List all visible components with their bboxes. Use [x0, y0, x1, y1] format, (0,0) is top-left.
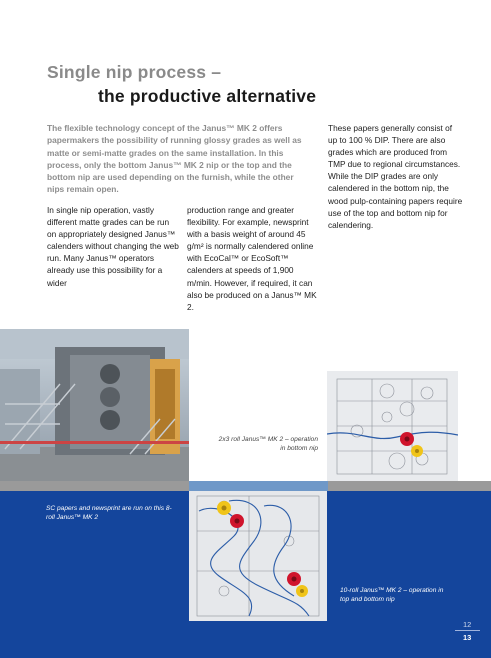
- page-number-divider: [455, 630, 480, 631]
- body-column-3: These papers generally consist of up to 100 % DIP. There are also grades which are produced from TMP due to regional circumstances. While the DIP grades are only calendered in the bottom nip, the wood pulp-containing papers require use of the top and bottom nip for calendering.: [328, 123, 463, 230]
- intro-paragraph: The flexible technology concept of the Janus™ MK 2 offers papermakers the possibility of running glossy grades as well as matte or semi-matte grades on the same installation. In this process, only the bottom Janus™ MK 2 nip or the top and the bottom nip are used depending on the furnish, while the other nips remain open.: [47, 123, 302, 195]
- body-column-2: production range and greater flexibility. For example, newsprint with a basis weight of around 45 g/m² is normally calendered online with EcoCal™ or EcoSoft™ calenders at speeds of 1,900 m/min. However, if required, it can also be produced on a Janus™ MK 2.: [187, 205, 317, 312]
- light-blue-divider-bar: [189, 481, 328, 491]
- diagram-2x3-roll: [327, 371, 458, 481]
- diagram-10-roll: [189, 491, 327, 621]
- caption-2x3-roll: 2x3 roll Janus™ MK 2 – operation in bottom nip: [218, 436, 318, 452]
- calender-installation-photo: [0, 329, 189, 481]
- caption-10-roll: 10-roll Janus™ MK 2 – operation in top and bottom nip: [340, 587, 444, 603]
- body-column-1: In single nip operation, vastly different matte grades can be run on appropriately designed Janus™ calenders without changing the web run. Many Janus™ operators already use this possibility for a wider: [47, 205, 179, 288]
- heading-line-1: Single nip process –: [47, 62, 222, 82]
- page-number-right: 13: [463, 633, 472, 642]
- page-number-left: 12: [463, 620, 472, 629]
- caption-8-roll-photo: SC papers and newsprint are run on this 8-roll Janus™ MK 2: [46, 505, 172, 521]
- heading-line-2: the productive alternative: [98, 86, 317, 106]
